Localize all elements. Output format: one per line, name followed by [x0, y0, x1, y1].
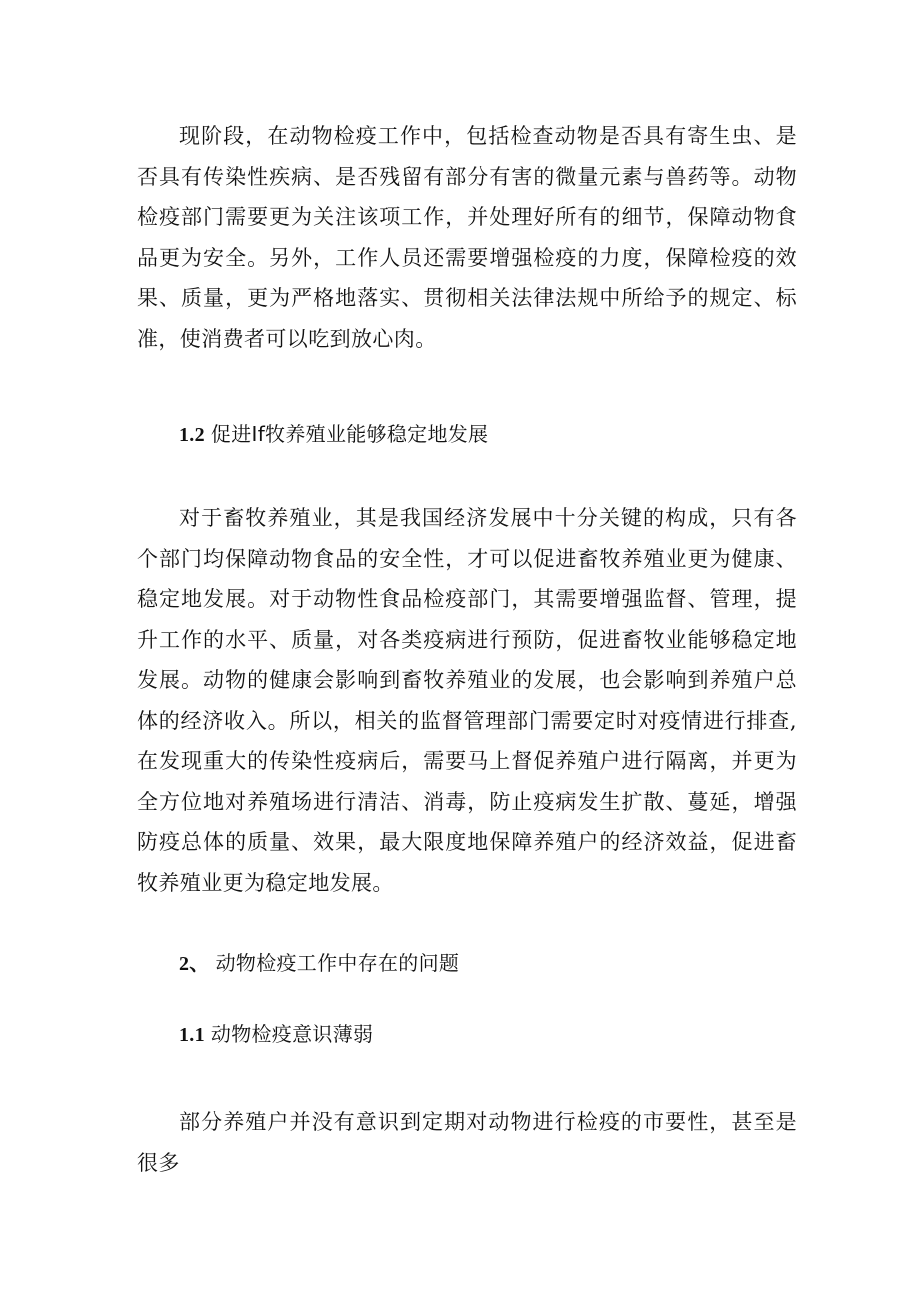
section-title: 促进If牧养殖业能够稳定地发展: [210, 422, 489, 446]
chapter-heading: [179, 948, 459, 979]
section-title: 动物检疫意识薄弱: [210, 1022, 374, 1046]
section-heading: [179, 1019, 373, 1050]
section-number: 1.1: [179, 1024, 205, 1046]
section-heading: [179, 419, 488, 450]
chapter-number: 2、: [179, 953, 210, 975]
body-paragraph: 现阶段，在动物检疫工作中，包括检查动物是否具有寄生虫、是否具有传染性疾病、是否残留有部分有害的微量元素与兽药等。动物检疫部门需要更为关注该项工作，并处理好所有的细节，保障动物食品更为安全。另外，工作人员还需要增强检疫的力度，保障检疫的效果、质量，更为严格地落实、贯彻相关法律法规中所给予的规定、标准，使消费者可以吃到放心肉。: [137, 124, 797, 351]
body-paragraph: 部分养殖户并没有意识到定期对动物进行检疫的市要性，甚至是很多: [137, 1110, 797, 1175]
section-number: 1.2: [179, 424, 205, 446]
body-paragraph: 对于畜牧养殖业，其是我国经济发展中十分关键的构成，只有各个部门均保障动物食品的安全性，才可以促进畜牧养殖业更为健康、稳定地发展。对于动物性食品检疫部门，其需要增强监督、管理，提升工作的水平、质量，对各类疫病进行预防，促进畜牧业能够稳定地发展。动物的健康会影响到畜牧养殖业的发展，也会影响到养殖户总体的经济收入。所以，相关的监督管理部门需要定时对疫情进行排查,在发现重大的传染性疫病后，需要马上督促养殖户进行隔离，并更为全方位地对养殖场进行清洁、消毒，防止疫病发生扩散、蔓延，增强防疫总体的质量、效果，最大限度地保障养殖户的经济效益，促进畜牧养殖业更为稳定地发展。: [137, 506, 797, 895]
chapter-title: 动物检疫工作中存在的问题: [215, 951, 460, 975]
